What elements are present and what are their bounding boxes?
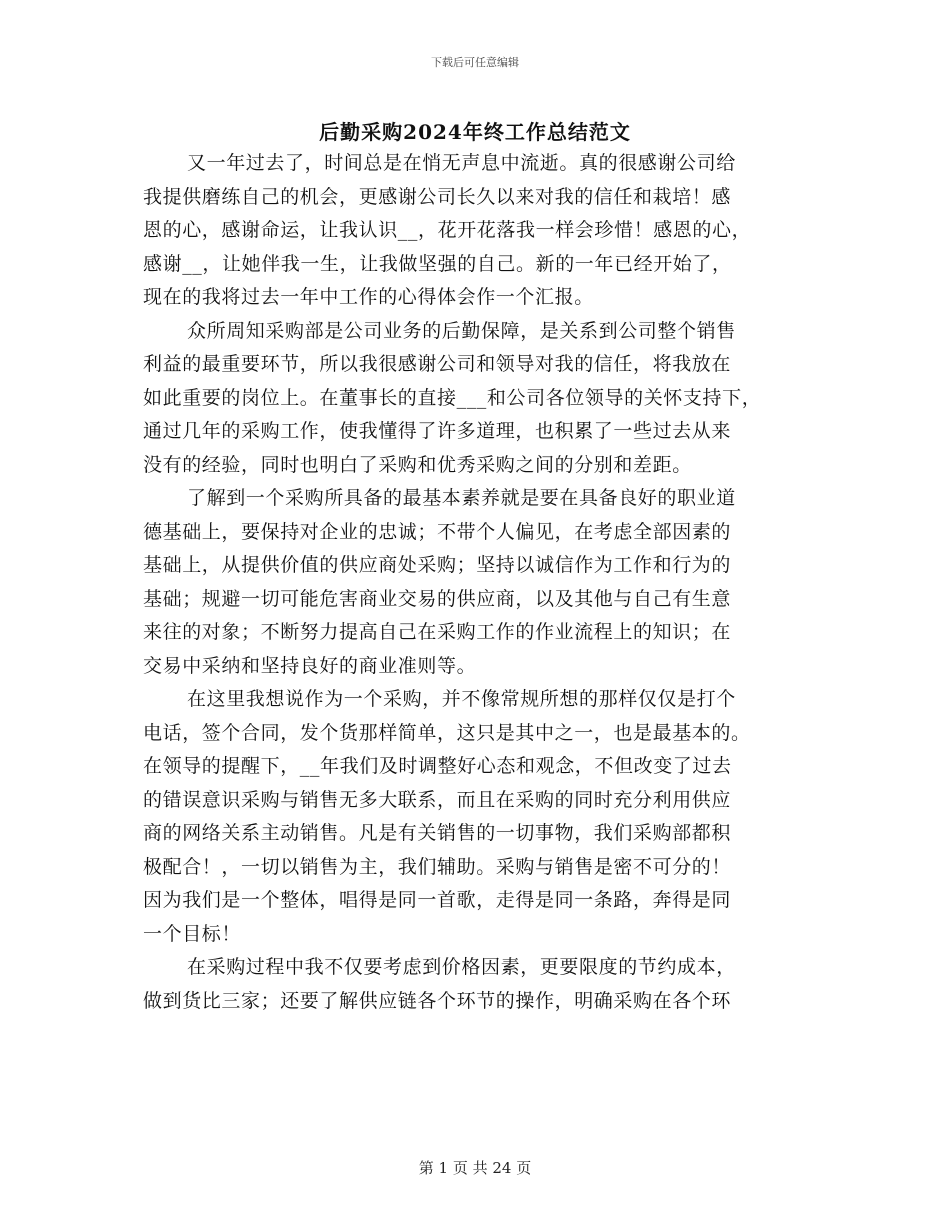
paragraph-line: 的错误意识采购与销售无多大联系，而且在采购的同时充分利用供应 <box>143 788 732 811</box>
paragraph-line: 在采购过程中我不仅要考虑到价格因素，更要限度的节约成本， <box>187 956 736 978</box>
page-header-note: 下载后可任意编辑 <box>431 56 519 69</box>
paragraph-line: 感谢__，让她伴我一生，让我做坚强的自己。新的一年已经开始了， <box>143 252 732 275</box>
paragraph-line: 因为我们是一个整体，唱得是同一首歌，走得是同一条路，奔得是同 <box>143 889 732 911</box>
paragraph-line: 在这里我想说作为一个采购，并不像常规所想的那样仅仅是打个 <box>187 688 736 710</box>
paragraph-line: 没有的经验，同时也明白了采购和优秀采购之间的分别和差距。 <box>143 453 692 476</box>
paragraph-line: 在领导的提醒下，__年我们及时调整好心态和观念，不但改变了过去 <box>143 755 732 777</box>
paragraph-line: 利益的最重要环节，所以我很感谢公司和领导对我的信任，将我放在 <box>143 353 732 375</box>
paragraph-line: 基础；规避一切可能危害商业交易的供应商，以及其他与自己有生意 <box>143 587 732 610</box>
paragraph-line: 通过几年的采购工作，使我懂得了许多道理，也积累了一些过去从来 <box>143 420 732 442</box>
paragraph-line: 基础上，从提供价值的供应商处采购；坚持以诚信作为工作和行为的 <box>143 554 732 576</box>
paragraph-line: 一个目标！ <box>143 922 242 945</box>
paragraph-line: 来往的对象；不断努力提高自己在采购工作的作业流程上的知识；在 <box>143 621 732 643</box>
paragraph-line: 恩的心，感谢命运，让我认识__，花开花落我一样会珍惜！感恩的心， <box>143 219 752 241</box>
paragraph-line: 又一年过去了，时间总是在悄无声息中流逝。真的很感谢公司给 <box>187 152 736 174</box>
paragraph-line: 众所周知采购部是公司业务的后勤保障，是关系到公司整个销售 <box>187 319 736 342</box>
paragraph-line: 商的网络关系主动销售。凡是有关销售的一切事物，我们采购部都积 <box>143 822 732 844</box>
paragraph-line: 了解到一个采购所具备的最基本素养就是要在具备良好的职业道 <box>187 487 736 509</box>
document-title: 后勤采购2024年终工作总结范文 <box>319 120 631 144</box>
page-number: 第 1 页 共 24 页 <box>418 1159 532 1177</box>
document-body <box>143 147 815 1018</box>
paragraph-line: 极配合！，一切以销售为主，我们辅助。采购与销售是密不可分的！ <box>143 855 732 878</box>
paragraph-line: 交易中采纳和坚持良好的商业准则等。 <box>143 654 477 677</box>
paragraph-line: 电话，签个合同，发个货那样简单，这只是其中之一，也是最基本的。 <box>143 721 751 744</box>
paragraph-line: 做到货比三家；还要了解供应链各个环节的操作，明确采购在各个环 <box>143 989 732 1012</box>
paragraph-line: 现在的我将过去一年中工作的心得体会作一个汇报。 <box>143 286 594 308</box>
paragraph-line: 如此重要的岗位上。在董事长的直接___和公司各位领导的关怀支持下， <box>143 386 762 409</box>
paragraph-line: 我提供磨练自己的机会，更感谢公司长久以来对我的信任和栽培！感 <box>143 185 732 208</box>
paragraph-line: 德基础上，要保持对企业的忠诚；不带个人偏见，在考虑全部因素的 <box>143 520 732 543</box>
